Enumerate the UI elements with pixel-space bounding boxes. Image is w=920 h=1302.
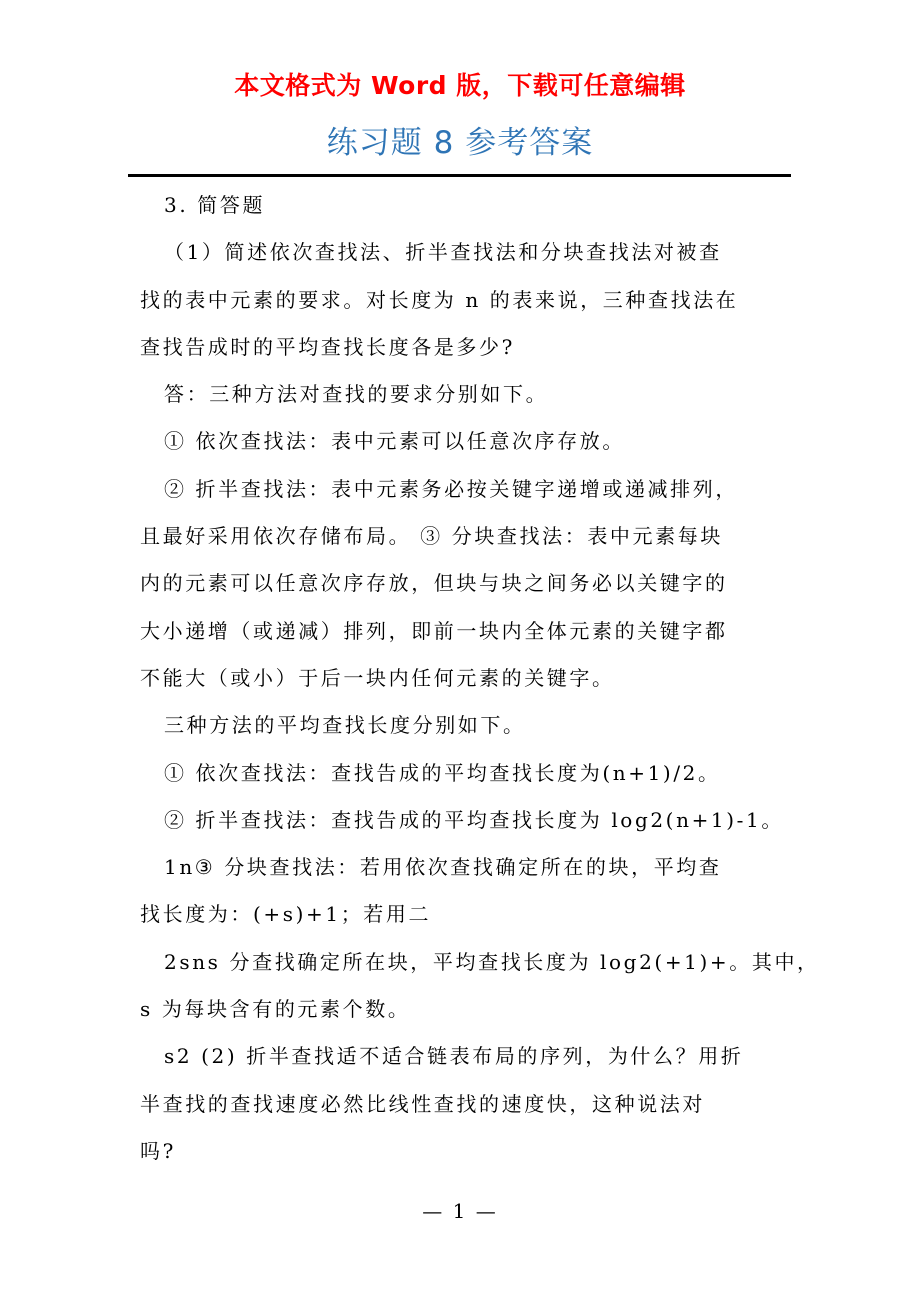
answer-line: ② 折半查找法：表中元素务必按关键字递增或递减排列，: [164, 476, 738, 501]
header-divider: [128, 174, 791, 177]
word-format-banner: 本文格式为 Word 版，下载可任意编辑: [234, 71, 686, 100]
question-2-line: 吗?: [140, 1138, 176, 1163]
document-body: [140, 182, 820, 1175]
answer-line: ② 折半查找法：查找告成的平均查找长度为 log2(n+1)-1。: [164, 807, 784, 832]
answer-line: 找长度为：(+s)+1；若用二: [140, 902, 432, 927]
answer-line: ① 依次查找法：表中元素可以任意次序存放。: [164, 429, 625, 454]
section-heading: 3. 简答题: [164, 193, 266, 217]
question-2-line: 半查找的查找速度必然比线性查找的速度快，这种说法对: [140, 1091, 705, 1116]
answer-line: 且最好采用依次存储布局。 ③ 分块查找法：表中元素每块: [140, 524, 723, 549]
answer-line: 大小递增（或递减）排列，即前一块内全体元素的关键字都: [140, 618, 728, 643]
question-1-line: （1）简述依次查找法、折半查找法和分块查找法对被查: [164, 240, 722, 265]
question-1-line: 找的表中元素的要求。对长度为 n 的表来说，三种查找法在: [140, 287, 739, 312]
answer-line: 1n③ 分块查找法：若用依次查找确定所在的块，平均查: [164, 855, 722, 880]
question-2-line: s2 (2) 折半查找适不适合链表布局的序列，为什么？用折: [164, 1044, 744, 1069]
answer-line: 三种方法的平均查找长度分别如下。: [164, 713, 526, 738]
answer-line: 答：三种方法对查找的要求分别如下。: [164, 382, 549, 407]
answer-line: 不能大（或小）于后一块内任何元素的关键字。: [140, 665, 615, 690]
page-title: 练习题 8 参考答案: [326, 125, 594, 161]
answer-line: ① 依次查找法：查找告成的平均查找长度为(n+1)/2。: [164, 760, 721, 785]
answer-line: s 为每块含有的元素个数。: [140, 997, 411, 1022]
page-number: — 1 —: [422, 1199, 498, 1223]
answer-line: 内的元素可以任意次序存放，但块与块之间务必以关键字的: [140, 571, 728, 596]
answer-line: 2sns 分查找确定所在块，平均查找长度为 log2(+1)+。其中，: [164, 949, 820, 974]
question-1-line: 查找告成时的平均查找长度各是多少?: [140, 334, 515, 359]
